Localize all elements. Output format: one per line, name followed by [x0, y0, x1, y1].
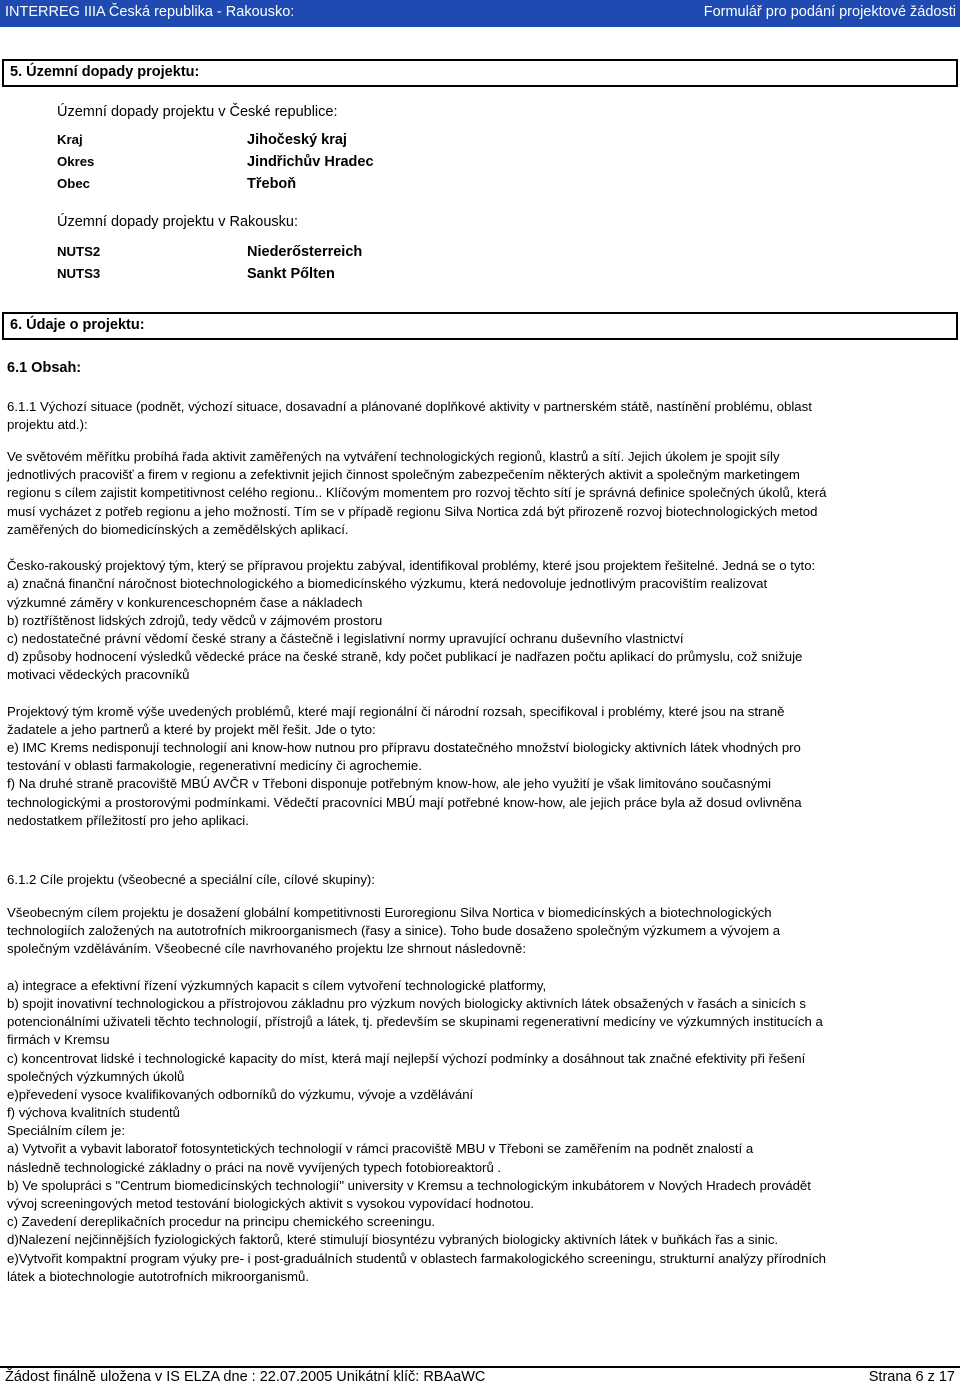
- text-line: Speciálním cílem je:: [7, 1123, 125, 1139]
- text-line: firmách v Kremsu: [7, 1032, 110, 1048]
- text-line: Všeobecným cílem projektu je dosažení globální kompetitivnosti Euroregionu Silva Nortica v biomedicínských a biotechnologických: [7, 905, 772, 920]
- text-line: technologickými a prostorovými podmínkami. Vědečtí pracovníci MBÚ mají potřebné know-how, ale jejich práce byla až dosud ovlivněna: [7, 794, 802, 810]
- text-line: následně technologické základny o práci na nově vyvíjených typech fotobioreaktorů .: [7, 1159, 502, 1175]
- text-line: d)Nalezení nejčinnějších fyziologických faktorů, které stimulují biosyntézu vybraných biologicky aktivních látek v buňkách řas a sinic.: [7, 1232, 779, 1248]
- text-line: a) integrace a efektivní řízení výzkumných kapacit s cílem vytvoření technologické platformy,: [7, 977, 547, 993]
- blank-line: [7, 539, 951, 557]
- text-line: společným vzděláváním. Všeobecné cíle navrhovaného projektu lze shrnout následovně:: [7, 941, 527, 957]
- section-6-1-2-body: [7, 904, 951, 1286]
- text-line: společných výzkumných úkolů: [7, 1068, 185, 1084]
- text-line: Česko-rakouský projektový tým, který se přípravou projektu zabýval, identifikoval problémy, které jsou projektem řešitelné. Jedná se o tyto:: [7, 558, 816, 574]
- text-line: b) roztříštěnost lidských zdrojů, tedy vědců v zájmovém prostoru: [7, 612, 383, 628]
- section-6-1-1-body: [7, 448, 951, 830]
- text-line: c) Zavedení dereplikačních procedur na principu chemického screeningu.: [7, 1214, 436, 1230]
- heading-line: 6.1.1 Výchozí situace (podnět, výchozí situace, dosavadní a plánované doplňkové aktivity v partnerském státě, nastínění problému, oblast: [7, 399, 812, 414]
- text-line: zaměřených do biomedicínských a zemědělských aplikací.: [7, 521, 349, 537]
- header-program-title: INTERREG IIIA Česká republika - Rakousko:: [5, 4, 295, 20]
- section-6-title: 6. Údaje o projektu:: [10, 317, 145, 333]
- footer-submission-info: Žádost finálně uložena v IS ELZA dne : 22.07.2005 Unikátní klíč: RBAaWC: [5, 1369, 486, 1385]
- text-line: f) výchova kvalitních studentů: [7, 1105, 180, 1121]
- text-line: e)Vytvořit kompaktní program výuky pre- i post-graduálních studentů v oblastech farmakologického screeningu, strukturní analýzy přírodních: [7, 1250, 826, 1266]
- text-line: Ve světovém měřítku probíhá řada aktivit zaměřených na vytváření technologických regionů, klastrů a sítí. Jejich úkolem je spojit síly: [7, 449, 780, 464]
- text-line: žadatele a jeho partnerů a které by projekt měl řešit. Jde o tyto:: [7, 721, 376, 737]
- text-line: látek a biotechnologie autotrofních mikroorganismů.: [7, 1268, 310, 1284]
- section-5-title: 5. Územní dopady projektu:: [10, 64, 200, 80]
- heading-line: projektu atd.):: [7, 417, 88, 433]
- cz-value-obec: Třeboň: [247, 176, 297, 192]
- text-line: testování v oblasti farmakologie, regenerativní medicíny či agrochemie.: [7, 758, 422, 774]
- at-value-nuts3: Sankt Pőlten: [247, 266, 335, 282]
- text-line: motivaci vědeckých pracovníků: [7, 667, 190, 683]
- text-line: c) koncentrovat lidské i technologické kapacity do míst, která mají nejlepší výchozí podmínky a dosáhnout tak značné efektivity při řešení: [7, 1050, 806, 1066]
- cz-label-okres: Okres: [57, 154, 95, 169]
- document-header: [0, 0, 960, 27]
- text-line: d) způsoby hodnocení výsledků vědecké práce na české straně, kdy počet publikací je nadřazen počtu aplikací do průmyslu, což snižuje: [7, 649, 803, 665]
- text-line: potencionálními uživateli těchto technologií, přístrojů a látek, tj. především se skupinami regenerativní medicíny ve výzkumných institucích a: [7, 1014, 823, 1030]
- header-form-title: Formulář pro podání projektové žádosti: [703, 4, 956, 20]
- section-5-title-box: [2, 59, 958, 87]
- text-line: výzkumné záměry v konkurenceschopném čase a nákladech: [7, 594, 363, 610]
- section-6-title-box: [2, 312, 958, 340]
- text-line: c) nedostatečné právní vědomí české strany a částečně i legislativní normy upravující ochranu duševního vlastnictví: [7, 630, 684, 646]
- section-6-1-title: 6.1 Obsah:: [7, 360, 82, 376]
- section-6-1-1-heading: [7, 398, 951, 434]
- text-line: e)převedení vysoce kvalifikovaných odborníků do výzkumu, vývoje a vzdělávání: [7, 1086, 474, 1102]
- text-line: a) značná finanční náročnost biotechnologického a biomedicínského výzkumu, která nedovoluje jednotlivým pracovištím realizovat: [7, 576, 768, 592]
- text-line: vývoj screeningových metod testování biologických aktivit s vysokou vypovídací hodnotou.: [7, 1196, 535, 1211]
- at-value-nuts2: Niederősterreich: [247, 244, 363, 260]
- blank-line: [7, 684, 951, 702]
- text-line: e) IMC Krems nedisponují technologií ani know-how nutnou pro přípravu dostatečného množství biologicky aktivních látek vhodných pro: [7, 740, 801, 755]
- text-line: jednotlivých pracovišť a firem v regionu a zefektivnit jejich činnost společným zabezpečením některých aktivit a společným marketingem: [7, 467, 800, 483]
- text-line: f) Na druhé straně pracoviště MBÚ AVČR v Třeboni disponuje potřebným know-how, ale jeho využití je však limitováno současnými: [7, 776, 772, 792]
- blank-line: [7, 959, 951, 977]
- text-line: a) Vytvořit a vybavit laboratoř fotosyntetických technologií v rámci pracoviště MBU v Třeboni se zaměřením na podnět znalostí a: [7, 1141, 754, 1157]
- cz-value-kraj: Jihočeský kraj: [247, 132, 347, 148]
- text-line: nedostatkem příležitostí pro jeho aplikaci.: [7, 812, 249, 828]
- at-label-nuts3: NUTS3: [57, 266, 101, 281]
- footer-page-number: Strana 6 z 17: [868, 1369, 955, 1385]
- cz-impact-heading: Územní dopady projektu v České republice:: [57, 104, 338, 120]
- cz-value-okres: Jindřichův Hradec: [247, 154, 374, 170]
- at-impact-heading: Územní dopady projektu v Rakousku:: [57, 214, 298, 230]
- text-line: technologiích založených na autotrofních mikroorganismech (řasy a sinice). Toho bude dosaženo společným výzkumem a vývojem a: [7, 923, 781, 939]
- text-line: regionu s cílem zajistit kompetitivnost celého regionu.. Klíčovým momentem pro rozvoj těchto sítí je správná definice společných úkolů, která: [7, 485, 827, 501]
- cz-label-kraj: Kraj: [57, 132, 83, 147]
- document-footer: [0, 1366, 960, 1387]
- section-6-1-2-heading: 6.1.2 Cíle projektu (všeobecné a speciální cíle, cílové skupiny):: [7, 872, 375, 887]
- at-label-nuts2: NUTS2: [57, 244, 101, 259]
- text-line: b) Ve spolupráci s "Centrum biomedicínských technologií" university v Kremsu a technologickým inkubátorem v Nových Hradech provádět: [7, 1177, 811, 1193]
- cz-label-obec: Obec: [57, 176, 90, 191]
- text-line: musí vycházet z potřeb regionu a jeho možností. Tím se v případě regionu Silva Nortica zdá být přirozeně rozvoj biotechnologických metod: [7, 503, 818, 519]
- text-line: b) spojit inovativní technologickou a přístrojovou základnu pro výzkum nových biologicky aktivních látek obsažených v řasách a sinicích s: [7, 995, 806, 1011]
- text-line: Projektový tým kromě výše uvedených problémů, které mají regionální či národní rozsah, specifikoval i problémy, které jsou na straně: [7, 703, 785, 719]
